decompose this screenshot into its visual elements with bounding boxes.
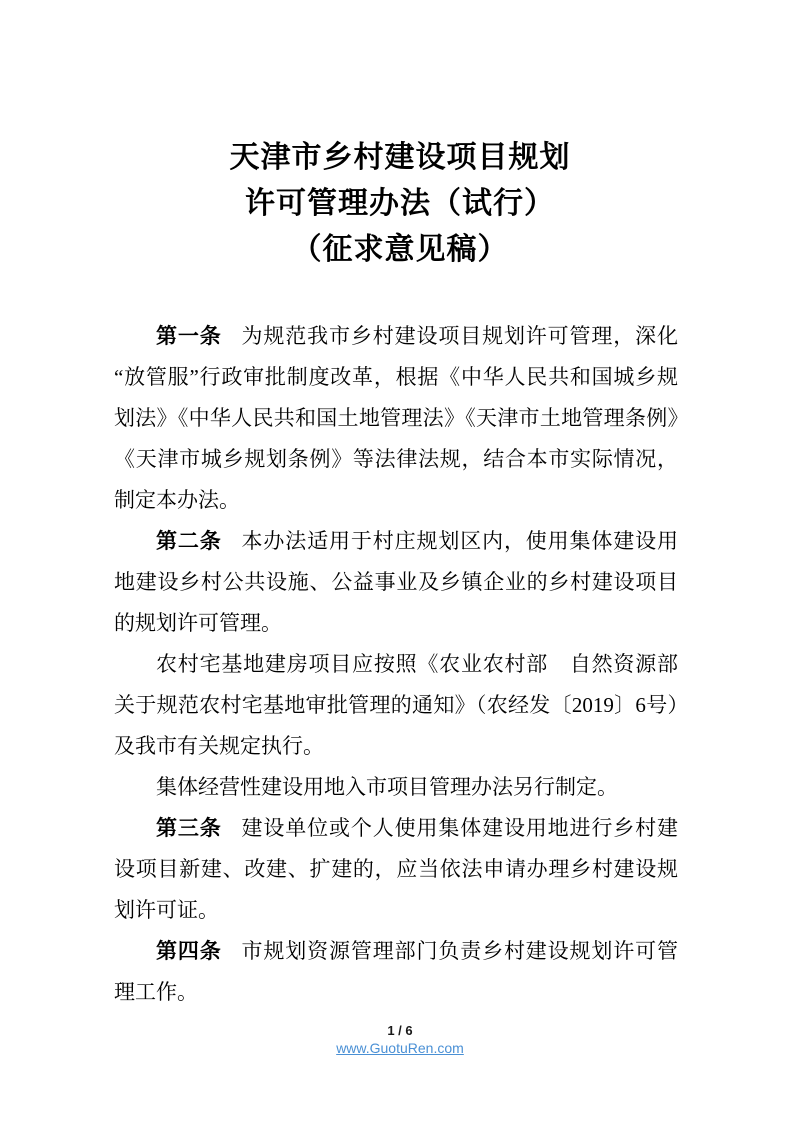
document-title-line-3: （征求意见稿）	[291, 233, 509, 266]
paragraph-collective-land-rule	[114, 767, 678, 808]
document-title-line-1: 天津市乡村建设项目规划	[229, 141, 571, 174]
paragraph-text: 市规划资源管理部门负责乡村建设规划许可管理工作。	[114, 939, 679, 1004]
article-label: 第三条	[156, 816, 222, 840]
document-title-line-2: 许可管理办法（试行）	[245, 187, 555, 220]
paragraph-text: 集体经营性建设用地入市项目管理办法另行制定。	[156, 775, 618, 799]
page-footer	[0, 1022, 800, 1058]
page-indicator: 1 / 6	[387, 1023, 413, 1038]
paragraph-homestead-rule	[114, 644, 678, 767]
paragraph-article-2	[114, 521, 678, 644]
document-body	[114, 316, 678, 1013]
document-title	[0, 0, 800, 273]
paragraph-article-4	[114, 931, 678, 1013]
paragraph-article-3	[114, 808, 678, 931]
paragraph-text: 本办法适用于村庄规划区内，使用集体建设用地建设乡村公共设施、公益事业及乡镇企业的乡村建设项目的规划许可管理。	[114, 529, 679, 635]
paragraph-text: 农村宅基地建房项目应按照《农业农村部 自然资源部关于规范农村宅基地审批管理的通知》（农经发〔2019〕6号）及我市有关规定执行。	[114, 652, 678, 758]
article-label: 第二条	[156, 529, 222, 553]
article-label: 第四条	[156, 939, 222, 963]
paragraph-text: 为规范我市乡村建设项目规划许可管理，深化“放管服”行政审批制度改革，根据《中华人民共和国城乡规划法》《中华人民共和国土地管理法》《天津市土地管理条例》《天津市城乡规划条例》等法律法规，结合本市实际情况，制定本办法。	[114, 324, 679, 512]
footer-link[interactable]: www.GuotuRen.com	[336, 1040, 464, 1056]
paragraph-article-1	[114, 316, 678, 521]
paragraph-text: 建设单位或个人使用集体建设用地进行乡村建设项目新建、改建、扩建的，应当依法申请办理乡村建设规划许可证。	[114, 816, 679, 922]
article-label: 第一条	[156, 324, 222, 348]
